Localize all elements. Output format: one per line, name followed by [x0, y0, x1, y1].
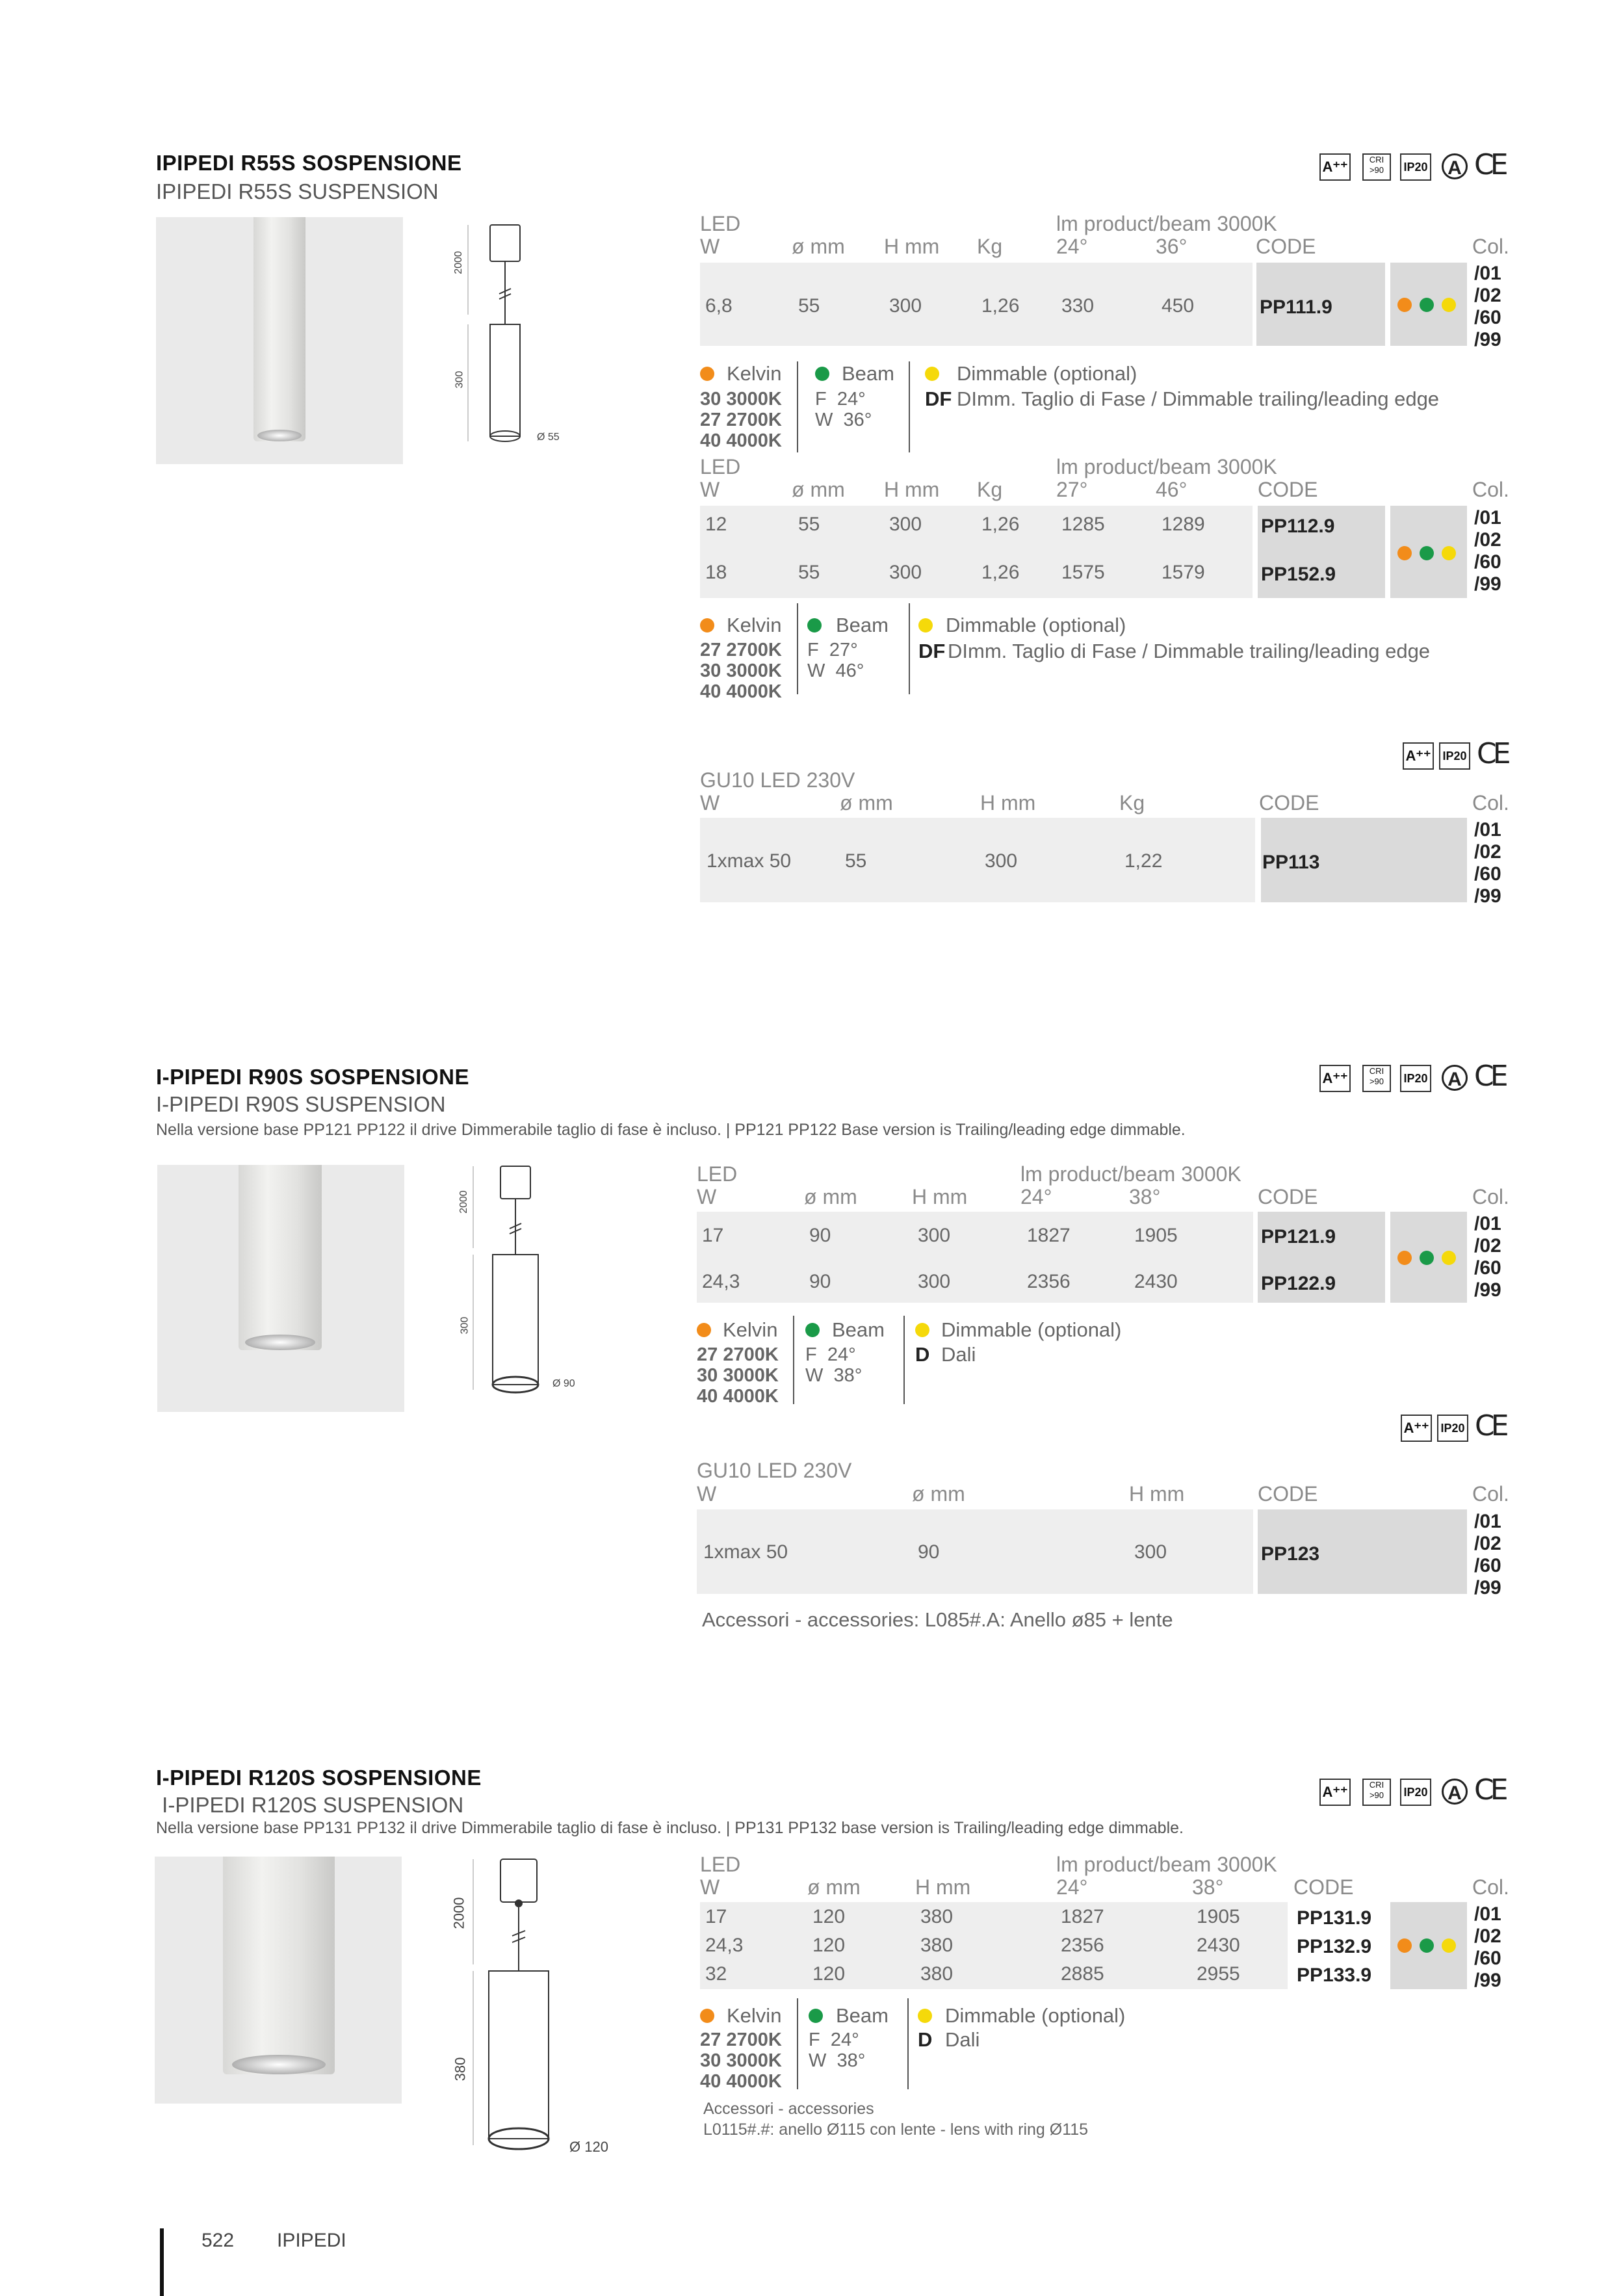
energy-badge: A⁺⁺ — [1319, 1779, 1351, 1806]
cell: 120 — [812, 1963, 846, 1985]
ip-badge: IP20 — [1400, 153, 1431, 181]
legend-dim-text: DImm. Taglio di Fase / Dimmable trailing/leading edge — [957, 387, 1440, 410]
orange-dot — [700, 367, 714, 381]
col-header: CODE — [1258, 1482, 1318, 1506]
cell: 2356 — [1027, 1271, 1071, 1292]
technical-drawing — [448, 1164, 624, 1411]
footer-section: IPIPEDI — [277, 2230, 346, 2251]
ce-mark-icon: CE — [1474, 1773, 1505, 1807]
green-dot — [1420, 1251, 1434, 1265]
legend-kelvin: Kelvin — [727, 614, 782, 636]
ip-badge: IP20 — [1437, 1415, 1468, 1442]
section-note: Nella versione base PP131 PP132 il drive Dimmerabile taglio di fase è incluso. | PP131 PP132 base version is Trailing/leading edge dimmable. — [156, 1819, 1184, 1837]
ce-mark-icon: CE — [1475, 1409, 1505, 1442]
cri-badge: CRI >90 — [1362, 1779, 1391, 1806]
cell: 1289 — [1162, 514, 1205, 535]
col-header: W — [700, 478, 720, 501]
cell: 55 — [798, 562, 820, 583]
col-header: ø mm — [804, 1185, 857, 1208]
product-code: PP132.9 — [1297, 1936, 1372, 1957]
dim-diameter: Ø 55 — [537, 432, 560, 443]
cell: 300 — [985, 850, 1018, 872]
cell: 6,8 — [705, 295, 733, 317]
cell: 18 — [705, 562, 727, 583]
section-note: Nella versione base PP121 PP122 il drive Dimmerabile taglio di fase è incluso. | PP121 PP122 Base version is Trailing/leading edge dimmable. — [156, 1121, 1186, 1139]
col-header: 36° — [1156, 235, 1188, 258]
ce-mark-icon: CE — [1474, 148, 1505, 181]
yellow-dot — [918, 618, 933, 633]
cert-badges — [1319, 1060, 1514, 1097]
orange-dot — [700, 2009, 714, 2023]
product-photo — [155, 1857, 402, 2104]
ip-badge: IP20 — [1439, 742, 1470, 770]
cell: 1579 — [1162, 562, 1205, 583]
cell: 450 — [1162, 295, 1195, 317]
table-group-label: LED — [700, 455, 741, 478]
section-subtitle: IPIPEDI R55S SUSPENSION — [156, 179, 439, 203]
cell: 90 — [918, 1541, 940, 1563]
cell: 1,22 — [1124, 850, 1163, 872]
legend-dimmable: Dimmable (optional) — [946, 614, 1126, 636]
energy-badge: A⁺⁺ — [1319, 1065, 1351, 1092]
legend-beam-values: F 24° W 38° — [809, 2029, 866, 2071]
cell: 1285 — [1061, 514, 1105, 535]
legend-dim-code: DF — [918, 640, 946, 662]
cell: 300 — [889, 514, 922, 535]
cell: 17 — [705, 1906, 727, 1927]
col-header: 46° — [1156, 478, 1188, 501]
page-number: 522 — [201, 2230, 235, 2251]
legend-dim-code: DF — [925, 387, 952, 410]
cell: 2430 — [1197, 1935, 1240, 1956]
col-header: 27° — [1056, 478, 1088, 501]
cell: 1xmax 50 — [707, 850, 792, 872]
dim-top: 2000 — [450, 1897, 467, 1929]
product-code: PP112.9 — [1261, 515, 1335, 537]
col-header: H mm — [884, 478, 940, 501]
legend-kelvin-values: 27 2700K 30 3000K 40 4000K — [697, 1344, 779, 1407]
col-header: ø mm — [792, 478, 845, 501]
lm-header: lm product/beam 3000K — [1056, 455, 1277, 478]
dim-top: 2000 — [458, 1190, 469, 1214]
legend-dim-text: Dali — [945, 2028, 980, 2051]
green-dot — [1420, 546, 1434, 560]
orange-dot — [1397, 1251, 1412, 1265]
cell: 1827 — [1061, 1906, 1104, 1927]
cell: 1,26 — [981, 562, 1020, 583]
col-header: Col. — [1472, 1482, 1509, 1506]
section-subtitle: I-PIPEDI R120S SUSPENSION — [156, 1793, 464, 1817]
cri-badge: CRI >90 — [1362, 153, 1391, 181]
cell: 1xmax 50 — [703, 1541, 788, 1563]
cell: 300 — [889, 295, 922, 317]
section-title: I-PIPEDI R90S SOSPENSIONE — [156, 1065, 469, 1089]
col-header: CODE — [1259, 791, 1319, 815]
col-header: W — [700, 1875, 720, 1899]
cell: 55 — [845, 850, 867, 872]
cell: 300 — [1134, 1541, 1167, 1563]
col-header: CODE — [1256, 235, 1316, 258]
col-header: CODE — [1258, 478, 1318, 501]
col-header: 24° — [1056, 1875, 1088, 1899]
legend-dim-text: DImm. Taglio di Fase / Dimmable trailing/leading edge — [948, 640, 1431, 662]
a-mark-icon: A — [1442, 1779, 1468, 1805]
color-codes: /01 /02 /60 /99 — [1474, 1511, 1501, 1598]
cell: 24,3 — [705, 1935, 744, 1956]
legend-dim-code: D — [915, 1343, 930, 1366]
product-code: PP152.9 — [1261, 564, 1336, 585]
dim-top: 2000 — [452, 251, 464, 274]
cert-badges — [1319, 148, 1514, 186]
col-header: 38° — [1129, 1185, 1161, 1208]
green-dot — [1420, 1938, 1434, 1953]
color-codes: /01 /02 /60 /99 — [1474, 507, 1501, 595]
cell: 2955 — [1197, 1963, 1240, 1985]
product-code: PP113 — [1262, 852, 1320, 873]
cell: 2885 — [1061, 1963, 1104, 1985]
green-dot — [815, 367, 829, 381]
col-header: W — [700, 235, 720, 258]
cell: 12 — [705, 514, 727, 535]
accessories-note: Accessori - accessories: L085#.A: Anello ø85 + lente — [702, 1608, 1173, 1631]
cell: 17 — [702, 1225, 724, 1246]
cell: 120 — [812, 1935, 846, 1956]
product-code: PP121.9 — [1261, 1226, 1336, 1247]
cell: 90 — [809, 1271, 831, 1292]
technical-drawing — [442, 1853, 637, 2165]
legend-kelvin: Kelvin — [723, 1318, 778, 1341]
product-photo — [157, 1165, 404, 1412]
cert-badges — [1403, 737, 1520, 775]
yellow-dot — [918, 2009, 932, 2023]
col-header: H mm — [980, 791, 1036, 815]
orange-dot — [1397, 298, 1412, 312]
table-group-label: LED — [700, 212, 741, 235]
section-title: I-PIPEDI R120S SOSPENSIONE — [156, 1766, 482, 1790]
yellow-dot — [1442, 298, 1456, 312]
lm-header: lm product/beam 3000K — [1020, 1162, 1241, 1186]
ce-mark-icon: CE — [1477, 737, 1507, 770]
col-header: W — [700, 791, 720, 815]
legend-kelvin-values: 27 2700K 30 3000K 40 4000K — [700, 2029, 782, 2092]
green-dot — [1420, 298, 1434, 312]
col-header: Col. — [1472, 235, 1509, 258]
table-group-label: LED — [697, 1162, 738, 1186]
col-header: Col. — [1472, 1185, 1509, 1208]
col-header: ø mm — [807, 1875, 861, 1899]
col-header: 24° — [1020, 1185, 1052, 1208]
col-header: Col. — [1472, 1875, 1509, 1899]
cell: 300 — [918, 1271, 951, 1292]
legend-dimmable: Dimmable (optional) — [957, 362, 1137, 385]
green-dot — [809, 2009, 823, 2023]
yellow-dot — [1442, 1938, 1456, 1953]
cell: 55 — [798, 514, 820, 535]
cell: 32 — [705, 1963, 727, 1985]
a-mark-icon: A — [1442, 153, 1468, 179]
cell: 1905 — [1197, 1906, 1240, 1927]
section-title: IPIPEDI R55S SOSPENSIONE — [156, 151, 462, 175]
ce-mark-icon: CE — [1474, 1060, 1505, 1093]
energy-badge: A⁺⁺ — [1319, 153, 1351, 181]
col-header: H mm — [915, 1875, 971, 1899]
dim-diameter: Ø 90 — [552, 1378, 575, 1389]
col-header: 24° — [1056, 235, 1088, 258]
technical-drawing — [442, 217, 611, 464]
col-header: Kg — [977, 478, 1003, 501]
color-codes: /01 /02 /60 /99 — [1474, 1213, 1501, 1301]
cell: 24,3 — [702, 1271, 740, 1292]
yellow-dot — [1442, 546, 1456, 560]
legend-dimmable: Dimmable (optional) — [941, 1318, 1122, 1341]
cell: 330 — [1061, 295, 1095, 317]
section-subtitle: I-PIPEDI R90S SUSPENSION — [156, 1092, 446, 1116]
legend-beam-values: F 24° W 38° — [805, 1344, 863, 1386]
yellow-dot — [915, 1323, 929, 1337]
legend-beam-values: F 27° W 46° — [807, 640, 864, 681]
green-dot — [805, 1323, 820, 1337]
legend-kelvin: Kelvin — [727, 2004, 782, 2027]
orange-dot — [1397, 546, 1412, 560]
table-group-label: GU10 LED 230V — [700, 768, 855, 792]
col-header: H mm — [1129, 1482, 1185, 1506]
color-codes: /01 /02 /60 /99 — [1474, 819, 1501, 907]
lm-header: lm product/beam 3000K — [1056, 1853, 1277, 1876]
product-code: PP122.9 — [1261, 1273, 1336, 1294]
dim-body: 300 — [459, 1316, 471, 1335]
cell: 120 — [812, 1906, 846, 1927]
legend-beam: Beam — [842, 362, 894, 385]
legend-kelvin-values: 27 2700K 30 3000K 40 4000K — [700, 640, 782, 702]
product-photo — [156, 217, 403, 464]
orange-dot — [700, 618, 714, 633]
cell: 1575 — [1061, 562, 1105, 583]
legend-dim-code: D — [918, 2028, 933, 2051]
orange-dot — [697, 1323, 711, 1337]
orange-dot — [1397, 1938, 1412, 1953]
legend-beam-values: F 24° W 36° — [815, 389, 872, 430]
a-mark-icon: A — [1442, 1065, 1468, 1091]
cri-badge: CRI >90 — [1362, 1065, 1391, 1092]
yellow-dot — [1442, 1251, 1456, 1265]
dim-body: 300 — [454, 371, 465, 389]
legend-kelvin-values: 30 3000K 27 2700K 40 4000K — [700, 389, 782, 451]
cell: 1,26 — [981, 514, 1020, 535]
green-dot — [807, 618, 822, 633]
cert-badges — [1319, 1773, 1514, 1811]
cell: 300 — [889, 562, 922, 583]
cell: 380 — [920, 1906, 954, 1927]
col-header: W — [697, 1185, 717, 1208]
col-header: H mm — [912, 1185, 968, 1208]
col-header: H mm — [884, 235, 940, 258]
cell: 380 — [920, 1935, 954, 1956]
cell: 1,26 — [981, 295, 1020, 317]
cell: 2430 — [1134, 1271, 1178, 1292]
col-header: ø mm — [792, 235, 845, 258]
legend-beam: Beam — [832, 1318, 885, 1341]
cell: 1827 — [1027, 1225, 1071, 1246]
product-code: PP123 — [1261, 1543, 1320, 1565]
col-header: ø mm — [912, 1482, 965, 1506]
lm-header: lm product/beam 3000K — [1056, 212, 1277, 235]
cell: 90 — [809, 1225, 831, 1246]
dim-diameter: Ø 120 — [569, 2139, 608, 2155]
table-group-label: LED — [700, 1853, 741, 1876]
cell: 300 — [918, 1225, 951, 1246]
cell: 380 — [920, 1963, 954, 1985]
legend-dimmable: Dimmable (optional) — [945, 2004, 1126, 2027]
col-header: Kg — [977, 235, 1003, 258]
legend-beam: Beam — [836, 614, 889, 636]
yellow-dot — [925, 367, 939, 381]
energy-badge: A⁺⁺ — [1403, 742, 1434, 770]
color-codes: /01 /02 /60 /99 — [1474, 1903, 1501, 1991]
product-code: PP131.9 — [1297, 1907, 1372, 1929]
cell: 1905 — [1134, 1225, 1178, 1246]
legend-kelvin: Kelvin — [727, 362, 782, 385]
col-header: Col. — [1472, 478, 1509, 501]
col-header: W — [697, 1482, 717, 1506]
cell: 2356 — [1061, 1935, 1104, 1956]
product-code: PP133.9 — [1297, 1964, 1372, 1986]
col-header: ø mm — [840, 791, 893, 815]
col-header: 38° — [1192, 1875, 1224, 1899]
col-header: CODE — [1258, 1185, 1318, 1208]
cell: 55 — [798, 295, 820, 317]
ip-badge: IP20 — [1400, 1065, 1431, 1092]
col-header: Kg — [1119, 791, 1145, 815]
accessories-note: Accessori - accessories L0115#.#: anello Ø115 con lente - lens with ring Ø115 — [703, 2100, 1089, 2139]
product-code: PP111.9 — [1260, 296, 1332, 318]
ip-badge: IP20 — [1400, 1779, 1431, 1806]
color-codes: /01 /02 /60 /99 — [1474, 263, 1501, 350]
dim-body: 380 — [452, 2057, 469, 2081]
col-header: CODE — [1293, 1875, 1354, 1899]
cert-badges — [1401, 1409, 1518, 1447]
legend-beam: Beam — [836, 2004, 889, 2027]
legend-dim-text: Dali — [941, 1343, 976, 1366]
table-group-label: GU10 LED 230V — [697, 1459, 852, 1482]
energy-badge: A⁺⁺ — [1401, 1415, 1432, 1442]
footer-bar — [160, 2228, 164, 2296]
col-header: Col. — [1472, 791, 1509, 815]
